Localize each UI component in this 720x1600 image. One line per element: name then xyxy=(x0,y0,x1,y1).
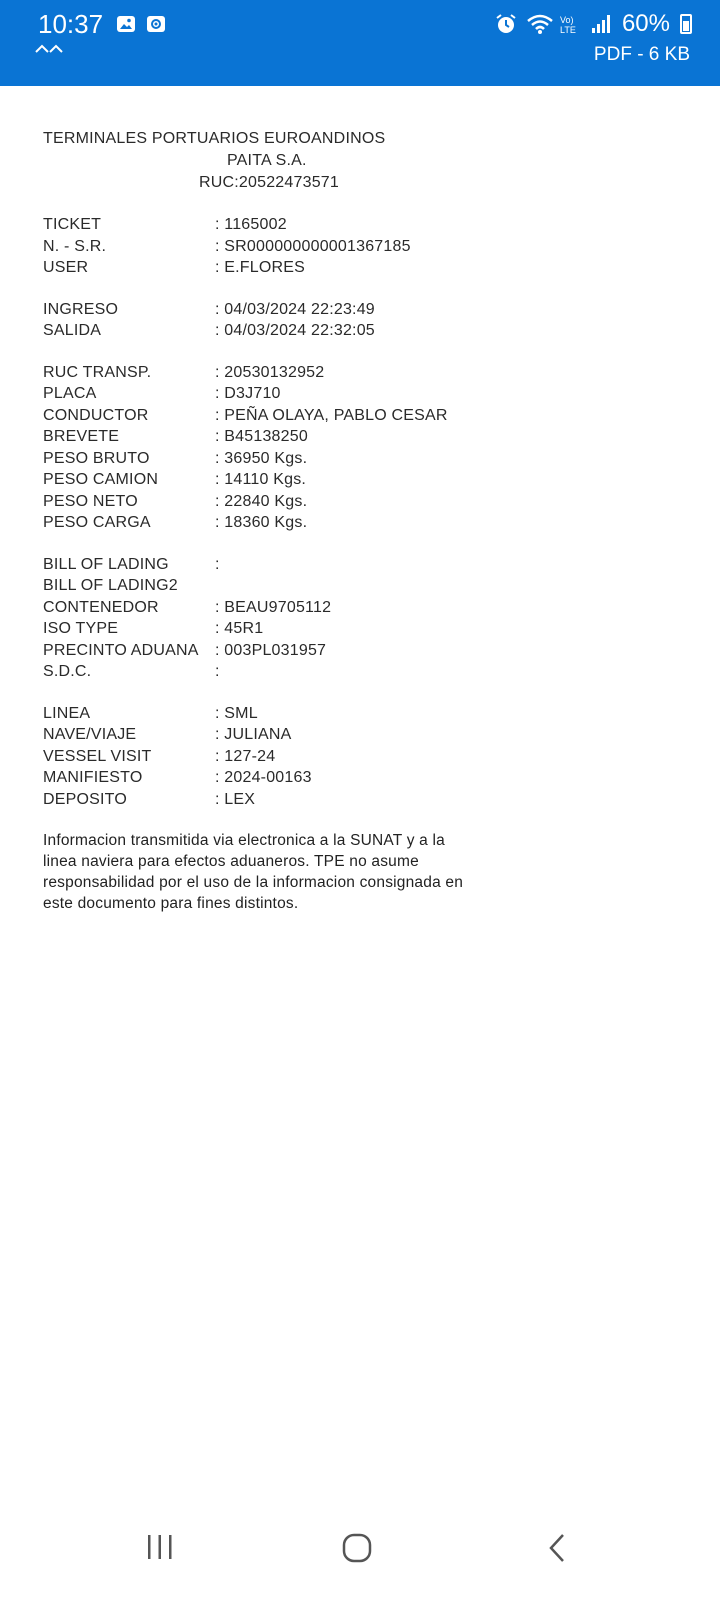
status-icons-right xyxy=(494,10,692,38)
field-label: PESO BRUTO xyxy=(43,449,150,467)
field-row xyxy=(43,746,493,768)
field-row xyxy=(43,661,493,683)
field-label: N. - S.R. xyxy=(43,237,107,255)
field-value: : BEAU9705112 xyxy=(215,598,332,616)
field-row xyxy=(43,383,493,405)
system-nav-bar xyxy=(0,1510,720,1600)
app-bar xyxy=(0,0,720,86)
recents-icon[interactable] xyxy=(145,1532,175,1562)
collapse-icon[interactable] xyxy=(34,40,64,54)
ticket-block xyxy=(43,214,493,279)
status-time: 10:37 xyxy=(38,9,104,39)
field-value: : 22840 Kgs. xyxy=(215,492,308,510)
volte-icon xyxy=(558,13,582,35)
field-label: TICKET xyxy=(43,216,102,233)
company-ruc: RUC:20522473571 xyxy=(199,174,339,191)
field-label: BREVETE xyxy=(43,428,120,445)
field-value: : 04/03/2024 22:23:49 xyxy=(215,300,375,318)
field-row xyxy=(43,320,493,342)
field-value: : PEÑA OLAYA, PABLO CESAR xyxy=(215,406,448,424)
field-label: CONTENEDOR xyxy=(43,598,159,616)
transport-block xyxy=(43,362,493,534)
field-row xyxy=(43,554,493,576)
field-row xyxy=(43,448,493,470)
field-row xyxy=(43,405,493,427)
field-value: : 14110 Kgs. xyxy=(215,471,307,488)
field-row xyxy=(43,597,493,619)
status-icons-left xyxy=(116,14,166,34)
field-row xyxy=(43,362,493,384)
field-value: : SR000000000001367185 xyxy=(215,237,411,255)
field-label: PRECINTO ADUANA xyxy=(43,641,199,659)
wifi-icon xyxy=(526,13,550,35)
field-value: : xyxy=(215,555,220,573)
field-label: DEPOSITO xyxy=(43,790,127,808)
field-value: : 36950 Kgs. xyxy=(215,449,308,467)
field-value: : 2024-00163 xyxy=(215,769,312,786)
pdf-document xyxy=(43,128,493,914)
field-value: : SML xyxy=(215,704,258,722)
company-name: TERMINALES PORTUARIOS EUROANDINOS xyxy=(43,130,386,147)
battery-icon xyxy=(680,14,692,34)
gallery-icon xyxy=(116,14,136,34)
time-block xyxy=(43,299,493,342)
battery-percent: 60% xyxy=(621,10,670,37)
field-label: VESSEL VISIT xyxy=(43,747,152,765)
field-value: : B45138250 xyxy=(215,428,308,445)
field-row xyxy=(43,236,493,258)
field-row xyxy=(43,491,493,513)
field-value: : D3J710 xyxy=(215,385,281,402)
screen-record-icon xyxy=(146,14,166,34)
field-value: : 04/03/2024 22:32:05 xyxy=(215,322,375,339)
alarm-icon xyxy=(494,13,518,35)
field-value: : JULIANA xyxy=(215,726,292,743)
field-label: BILL OF LADING xyxy=(43,555,169,573)
field-row xyxy=(43,214,493,236)
field-row xyxy=(43,512,493,534)
field-label: INGRESO xyxy=(43,300,119,318)
field-row xyxy=(43,618,493,640)
field-label: NAVE/VIAJE xyxy=(43,726,137,743)
field-label: SALIDA xyxy=(43,322,102,339)
field-row xyxy=(43,767,493,789)
field-row xyxy=(43,640,493,662)
field-row xyxy=(43,426,493,448)
field-value: : LEX xyxy=(215,790,256,808)
field-value: : 20530132952 xyxy=(215,363,325,381)
field-value: : xyxy=(215,663,220,680)
field-label: RUC TRANSP. xyxy=(43,363,152,381)
home-icon[interactable] xyxy=(341,1532,373,1564)
back-icon[interactable] xyxy=(545,1532,569,1564)
field-row xyxy=(43,469,493,491)
field-value: : E.FLORES xyxy=(215,259,306,276)
container-block xyxy=(43,554,493,683)
signal-icon xyxy=(590,13,614,35)
company-suffix: PAITA S.A. xyxy=(227,152,307,169)
svg-text:LTE: LTE xyxy=(559,25,576,35)
field-row xyxy=(43,703,493,725)
field-label: PLACA xyxy=(43,385,97,402)
field-value: : 003PL031957 xyxy=(215,641,327,659)
field-label: PESO CAMION xyxy=(43,471,159,488)
field-value: : 18360 Kgs. xyxy=(215,514,308,531)
field-row xyxy=(43,724,493,746)
vessel-block xyxy=(43,703,493,811)
field-label: S.D.C. xyxy=(43,663,92,680)
field-label: BILL OF LADING2 xyxy=(43,577,178,594)
disclaimer-note: Informacion transmitida via electronica a la SUNAT y a la linea naviera para efectos aduaneros. TPE no asume responsabilidad por el uso de la informacion consignada en este documento para fines distintos. xyxy=(43,832,464,912)
field-label: LINEA xyxy=(43,704,91,722)
field-label: CONDUCTOR xyxy=(43,406,149,424)
file-info: PDF - 6 KB xyxy=(593,44,690,65)
field-label: PESO NETO xyxy=(43,492,138,510)
field-row xyxy=(43,789,493,811)
field-label: USER xyxy=(43,259,89,276)
field-value: : 45R1 xyxy=(215,620,264,637)
field-row xyxy=(43,575,493,597)
field-row xyxy=(43,257,493,279)
field-label: PESO CARGA xyxy=(43,514,151,531)
field-value: : 1165002 xyxy=(215,216,287,233)
field-label: ISO TYPE xyxy=(43,620,119,637)
svg-text:Vo): Vo) xyxy=(559,15,574,25)
field-label: MANIFIESTO xyxy=(43,769,143,786)
field-value: : 127-24 xyxy=(215,747,276,765)
field-row xyxy=(43,299,493,321)
